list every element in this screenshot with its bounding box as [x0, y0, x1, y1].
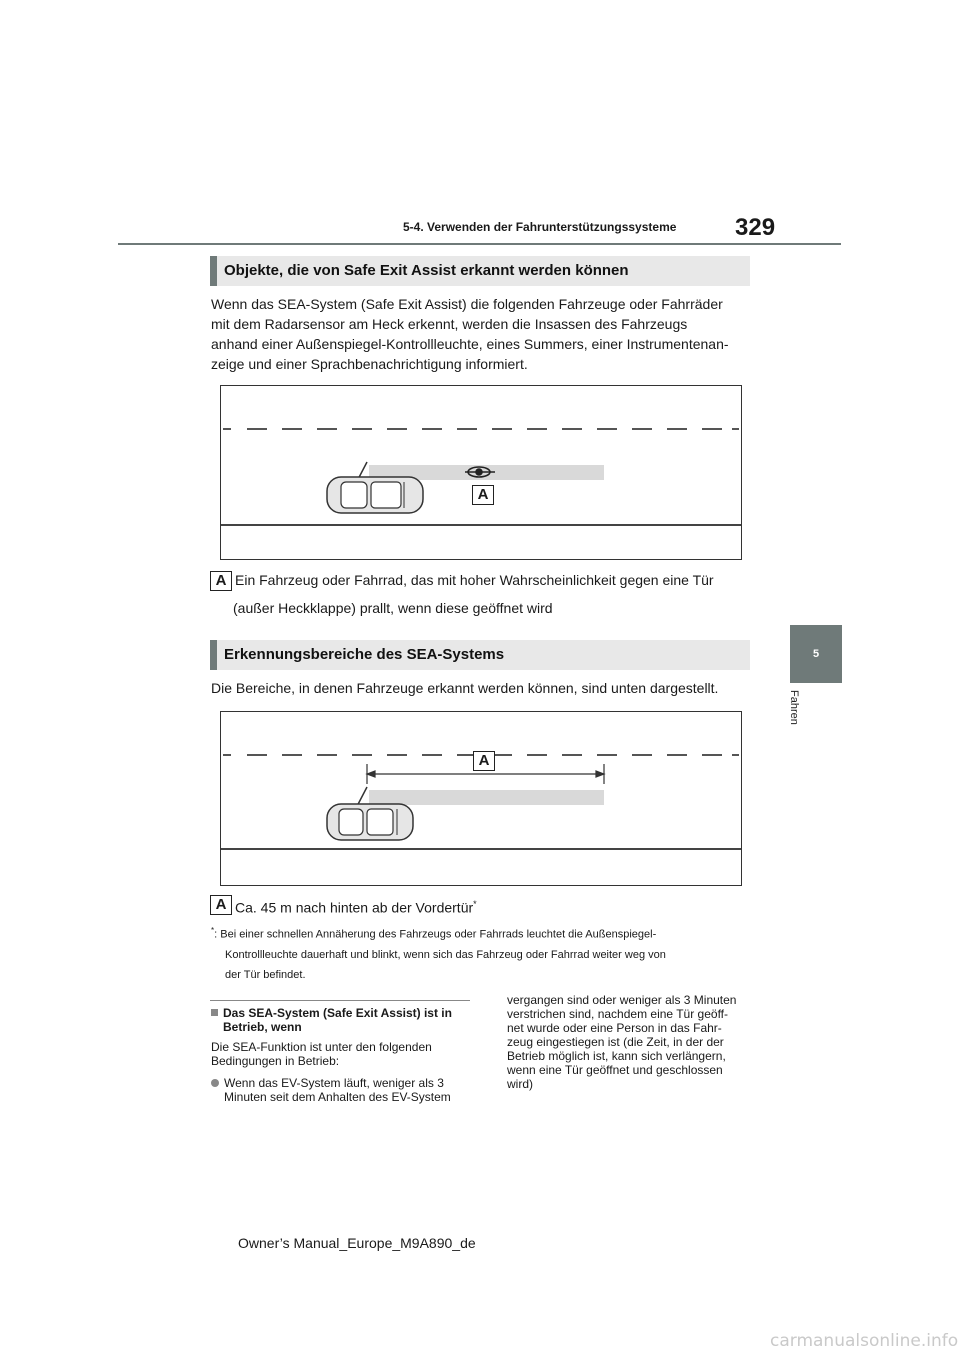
legend-line: Ein Fahrzeug oder Fahrrad, das mit hoher Wahrscheinlichkeit gegen eine Tür — [235, 572, 714, 588]
left-column — [211, 1006, 476, 1104]
intro-line: Die SEA-Funktion ist unter den folgenden — [211, 1040, 432, 1054]
heading-line: Das SEA-System (Safe Exit Assist) ist in — [223, 1006, 452, 1020]
road-diagram-2 — [221, 712, 741, 885]
heading-text: Erkennungsbereiche des SEA-Systems — [224, 646, 505, 663]
circle-bullet-icon — [211, 1079, 219, 1087]
figure-objects — [220, 385, 742, 560]
footnote-line: der Tür befindet. — [225, 968, 306, 981]
road-diagram-1 — [221, 386, 741, 559]
footnote-star: * — [211, 926, 215, 935]
intro-line: Bedingungen in Betrieb: — [211, 1054, 340, 1068]
car-icon — [327, 477, 423, 513]
left-intro — [211, 1040, 476, 1068]
section2-paragraph: Die Bereiche, in denen Fahrzeuge erkannt werden können, sind unten dargestellt. — [211, 680, 719, 696]
right-line: net wurde oder eine Person in das Fahr- — [507, 1021, 722, 1035]
footnote-line: Kontrollleuchte dauerhaft und blinkt, wenn sich das Fahrzeug oder Fahrrad weiter weg von — [225, 948, 666, 961]
section-heading-objects — [210, 256, 750, 286]
page-number: 329 — [735, 214, 776, 241]
right-line: Betrieb möglich ist, kann sich verlängern, — [507, 1049, 726, 1063]
heading-accent — [210, 640, 217, 670]
left-bullet — [211, 1076, 476, 1104]
chapter-tab: 5 — [790, 625, 842, 683]
manual-id: Owner’s Manual_Europe_M9A890_de — [238, 1235, 476, 1251]
square-bullet-icon — [211, 1009, 218, 1016]
heading-accent — [210, 256, 217, 286]
bullet-line: Minuten seit dem Anhalten des EV-System — [224, 1090, 451, 1104]
right-line: verstrichen sind, nachdem eine Tür geöff- — [507, 1007, 729, 1021]
column-divider — [210, 1000, 470, 1001]
paragraph-line: zeige und einer Sprachbenachrichtigung informiert. — [211, 356, 528, 372]
right-line: wenn eine Tür geöffnet und geschlossen — [507, 1063, 723, 1077]
section-title: 5-4. Verwenden der Fahrunterstützungssysteme — [403, 220, 677, 234]
detection-zone — [369, 790, 604, 805]
footnote-line: : Bei einer schnellen Annäherung des Fahrzeugs oder Fahrrads leuchtet die Außenspiegel- — [214, 928, 657, 941]
right-line: wird) — [507, 1077, 533, 1091]
heading-text: Objekte, die von Safe Exit Assist erkannt werden können — [224, 262, 629, 279]
section1-paragraph — [211, 294, 756, 374]
figure-label-a: A — [473, 751, 495, 771]
right-line: zeug eingestiegen ist (die Zeit, in der der — [507, 1035, 724, 1049]
watermark: carmanualsonline.info — [770, 1331, 959, 1351]
figure-label-a: A — [472, 485, 494, 505]
paragraph-line: anhand einer Außenspiegel-Kontrollleuchte, eines Summers, einer Instrumentenan- — [211, 336, 729, 352]
legend-line: (außer Heckklappe) prallt, wenn diese geöffnet wird — [233, 600, 553, 616]
paragraph-line: mit dem Radarsensor am Heck erkennt, werden die Insassen des Fahrzeugs — [211, 316, 688, 332]
header-rule — [118, 243, 841, 245]
figure-areas — [220, 711, 742, 886]
car-icon — [327, 804, 413, 840]
legend-letter-a: A — [210, 895, 232, 915]
footnote-marker: * — [473, 899, 477, 909]
section-heading-areas — [210, 640, 750, 670]
left-heading — [211, 1006, 476, 1034]
chapter-label: Fahren — [788, 690, 800, 725]
bullet-line: Wenn das EV-System läuft, weniger als 3 — [224, 1076, 444, 1090]
legend-text: Ca. 45 m nach hinten ab der Vordertür — [235, 899, 474, 916]
paragraph-line: Wenn das SEA-System (Safe Exit Assist) die folgenden Fahrzeuge oder Fahrräder — [211, 296, 723, 312]
footnote — [211, 921, 756, 985]
right-column — [507, 993, 757, 1091]
legend-line — [235, 894, 477, 918]
right-line: vergangen sind oder weniger als 3 Minuten — [507, 993, 737, 1007]
legend-letter-a: A — [210, 571, 232, 591]
heading-line: Betrieb, wenn — [223, 1020, 302, 1034]
